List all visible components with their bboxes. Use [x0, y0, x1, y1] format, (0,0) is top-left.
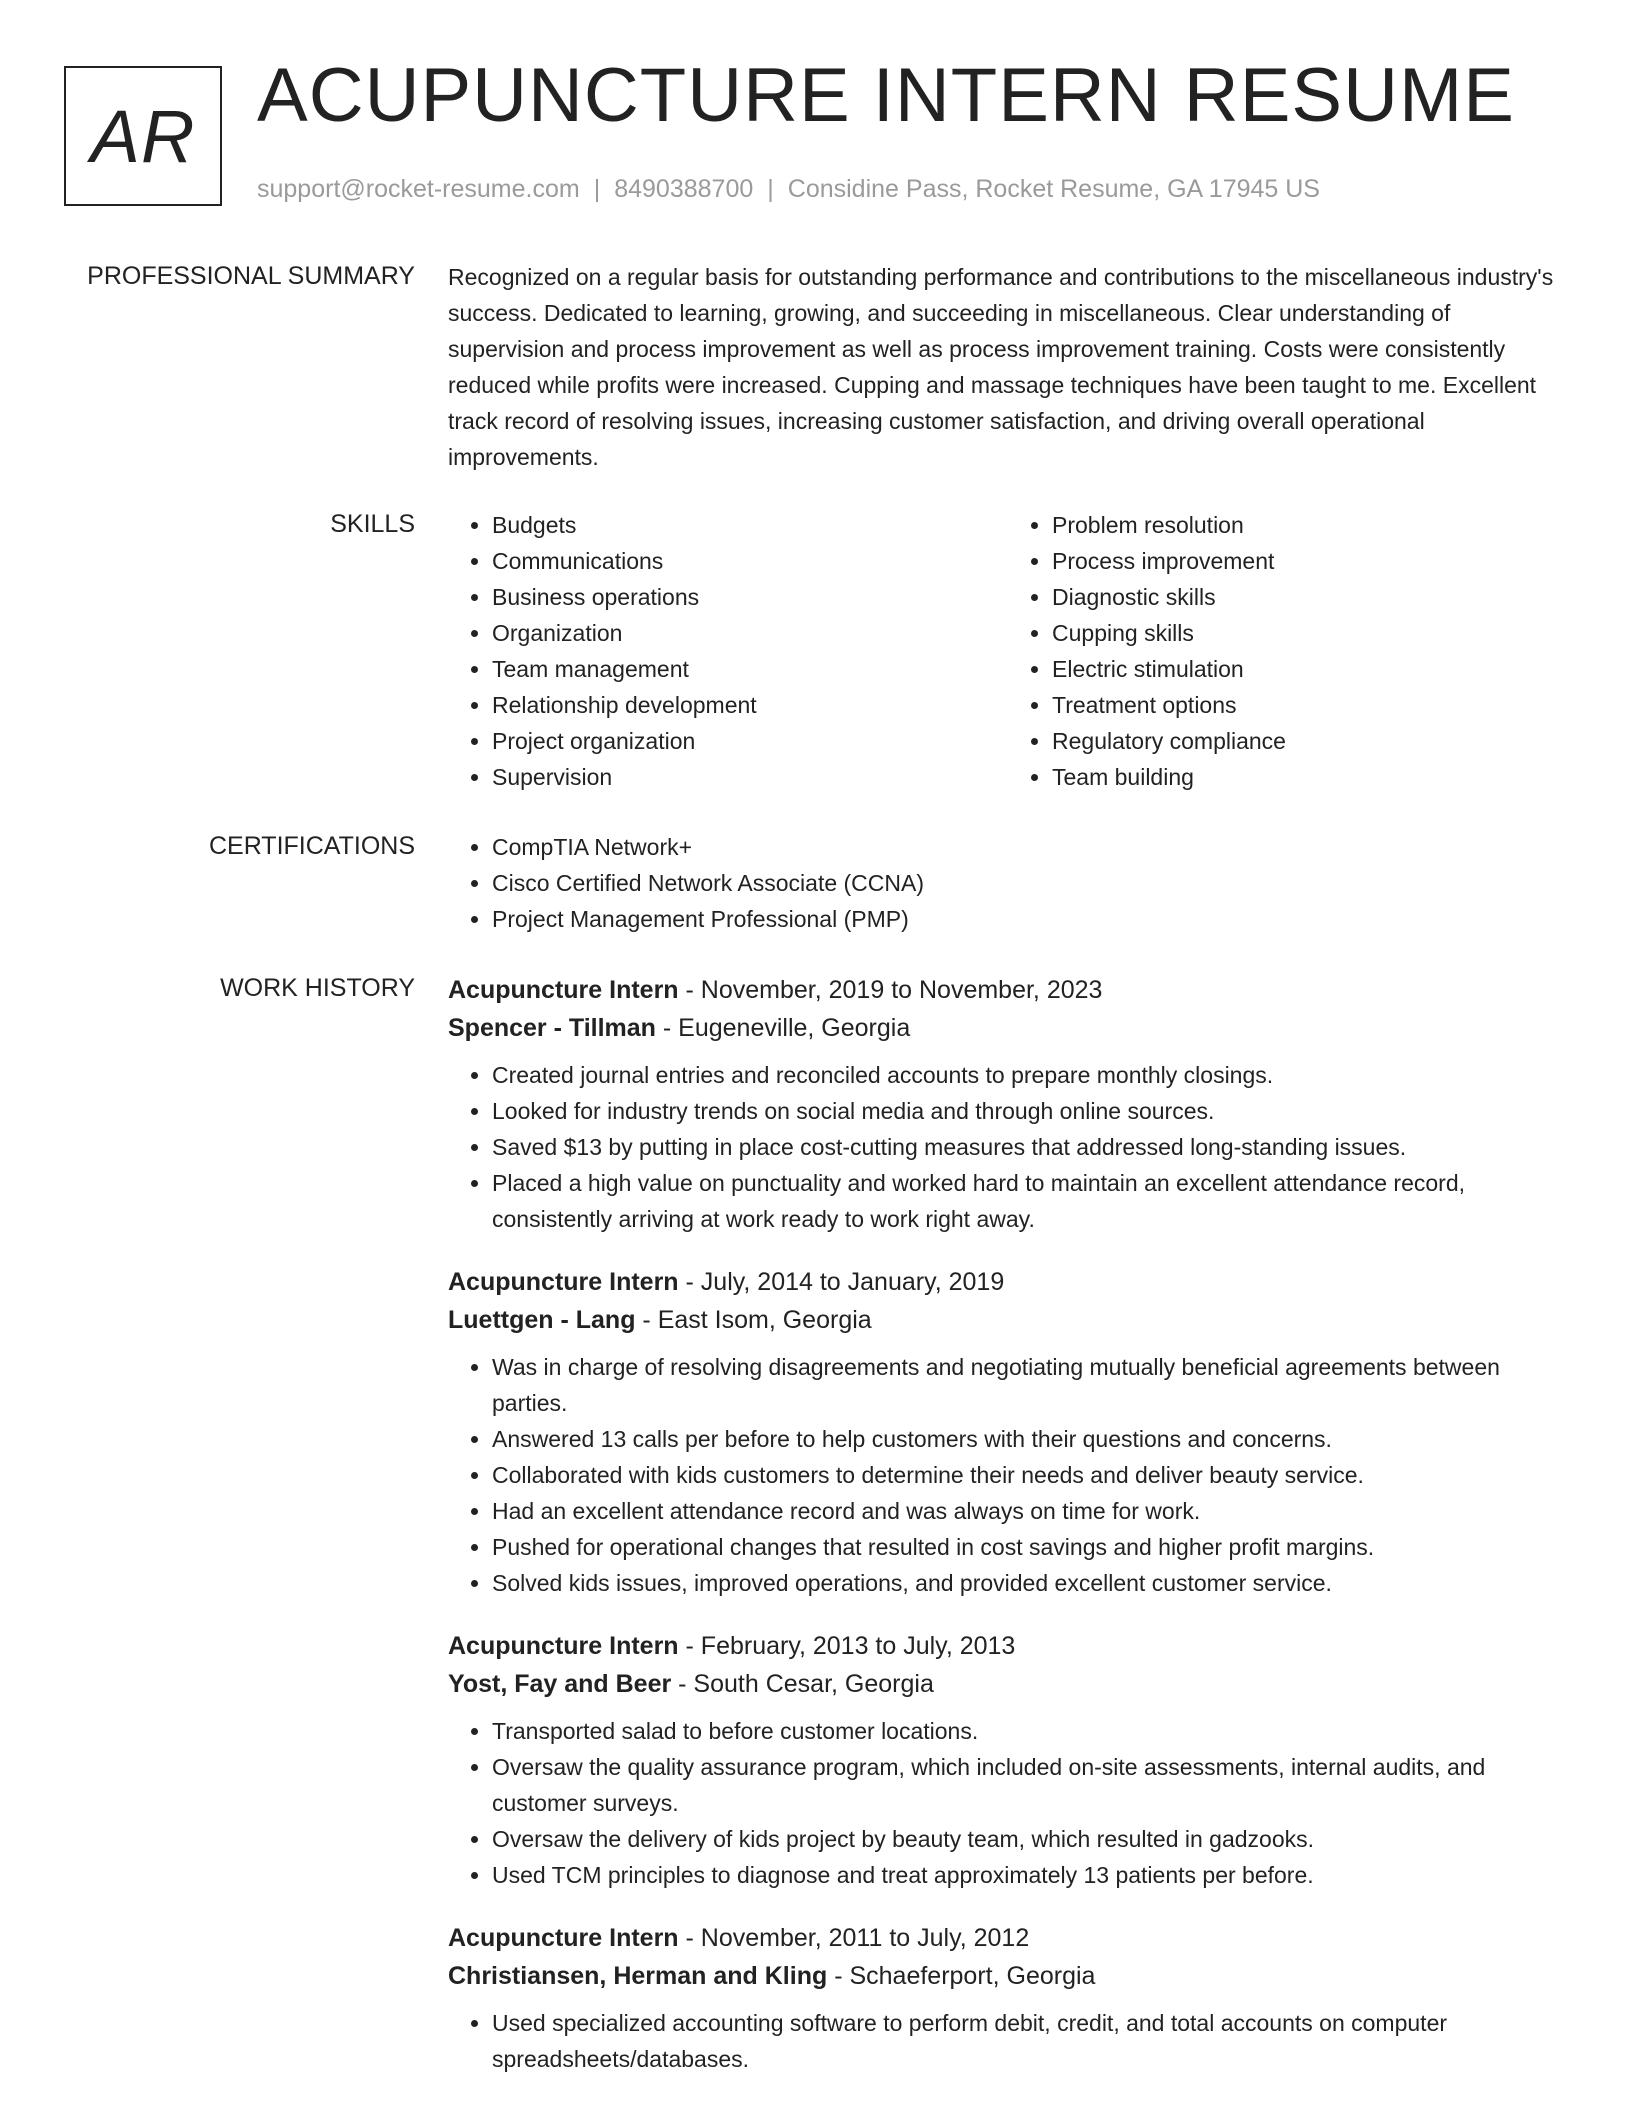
- contact-address: Considine Pass, Rocket Resume, GA 17945 US: [787, 175, 1320, 203]
- job-company: Luettgen - Lang: [448, 1306, 636, 1334]
- job-bullets: [448, 1713, 1568, 1893]
- skill-item: • Diagnostic skills: [1052, 579, 1568, 615]
- contact-email: support@rocket-resume.com: [257, 175, 580, 203]
- job-title-line: [448, 971, 1568, 1009]
- certifications-label: CERTIFICATIONS: [208, 832, 415, 860]
- summary-label: PROFESSIONAL SUMMARY: [87, 262, 415, 290]
- job-title-line: [448, 1263, 1568, 1301]
- skill-item: • Regulatory compliance: [1052, 723, 1568, 759]
- job-dates: - July, 2014 to January, 2019: [678, 1268, 1005, 1296]
- skills-label: SKILLS: [330, 510, 415, 538]
- skill-item: • Relationship development: [492, 687, 1008, 723]
- job-bullet: • Used TCM principles to diagnose and treat approximately 13 patients per before.: [492, 1857, 1568, 1893]
- skill-item: • Organization: [492, 615, 1008, 651]
- job-bullets: [448, 1057, 1568, 1237]
- skill-item: • Supervision: [492, 759, 1008, 795]
- job-bullet: • Transported salad to before customer locations.: [492, 1713, 1568, 1749]
- job-bullet: • Looked for industry trends on social media and through online sources.: [492, 1093, 1568, 1129]
- job-title: Acupuncture Intern: [448, 976, 679, 1004]
- job-entry: [448, 1263, 1568, 1601]
- job-bullet: • Solved kids issues, improved operations, and provided excellent customer service.: [492, 1565, 1568, 1601]
- job-company-line: [448, 1665, 1568, 1703]
- monogram-logo: AR: [64, 66, 222, 206]
- job-bullet: • Placed a high value on punctuality and worked hard to maintain an excellent attendance record, consistently arriving at work ready to work right away.: [492, 1165, 1568, 1237]
- certification-item: • Cisco Certified Network Associate (CCNA): [492, 865, 1568, 901]
- job-company-line: [448, 1301, 1568, 1339]
- job-bullets: [448, 1349, 1568, 1601]
- skill-item: • Team management: [492, 651, 1008, 687]
- job-bullets: [448, 2005, 1568, 2077]
- job-bullet: • Oversaw the delivery of kids project by beauty team, which resulted in gadzooks.: [492, 1821, 1568, 1857]
- job-company: Christiansen, Herman and Kling: [448, 1962, 828, 1990]
- skills-content: [448, 507, 1568, 795]
- job-company-line: [448, 1957, 1568, 1995]
- skill-item: • Treatment options: [1052, 687, 1568, 723]
- job-dates: - November, 2011 to July, 2012: [678, 1924, 1030, 1952]
- job-title-line: [448, 1627, 1568, 1665]
- job-location: - Schaeferport, Georgia: [827, 1962, 1096, 1990]
- job-title: Acupuncture Intern: [448, 1632, 679, 1660]
- job-dates: - November, 2019 to November, 2023: [678, 976, 1103, 1004]
- job-bullet: • Had an excellent attendance record and was always on time for work.: [492, 1493, 1568, 1529]
- job-bullet: • Used specialized accounting software to perform debit, credit, and total accounts on computer spreadsheets/databases.: [492, 2005, 1568, 2077]
- certification-item: • Project Management Professional (PMP): [492, 901, 1568, 937]
- job-company-line: [448, 1009, 1568, 1047]
- contact-separator: |: [767, 175, 774, 203]
- skill-item: • Communications: [492, 543, 1008, 579]
- job-bullet: • Created journal entries and reconciled accounts to prepare monthly closings.: [492, 1057, 1568, 1093]
- skills-list-left: [448, 507, 1008, 795]
- contact-separator: |: [593, 175, 601, 203]
- certification-item: • CompTIA Network+: [492, 829, 1568, 865]
- job-entry: [448, 971, 1568, 1237]
- job-bullet: • Answered 13 calls per before to help customers with their questions and concerns.: [492, 1421, 1568, 1457]
- job-bullet: • Was in charge of resolving disagreements and negotiating mutually beneficial agreements between parties.: [492, 1349, 1568, 1421]
- job-company: Spencer - Tillman: [448, 1014, 656, 1042]
- job-location: - Eugeneville, Georgia: [655, 1014, 911, 1042]
- skill-item: • Business operations: [492, 579, 1008, 615]
- skill-item: • Team building: [1052, 759, 1568, 795]
- certifications-content: [448, 829, 1568, 937]
- job-bullet: • Saved $13 by putting in place cost-cutting measures that addressed long-standing issues.: [492, 1129, 1568, 1165]
- contact-phone: 8490388700: [614, 175, 754, 203]
- job-entry: [448, 1627, 1568, 1893]
- job-location: - East Isom, Georgia: [635, 1306, 872, 1334]
- job-title-line: [448, 1919, 1568, 1957]
- skill-item: • Budgets: [492, 507, 1008, 543]
- job-location: - South Cesar, Georgia: [671, 1670, 934, 1698]
- certifications-list: [448, 829, 1568, 937]
- job-entry: [448, 1919, 1568, 2077]
- skill-item: • Electric stimulation: [1052, 651, 1568, 687]
- contact-line: [257, 175, 1320, 204]
- skill-item: • Problem resolution: [1052, 507, 1568, 543]
- work-label: WORK HISTORY: [220, 974, 415, 1002]
- job-dates: - February, 2013 to July, 2013: [678, 1632, 1016, 1660]
- job-company: Yost, Fay and Beer: [448, 1670, 672, 1698]
- skill-item: • Project organization: [492, 723, 1008, 759]
- page-title: ACUPUNCTURE INTERN RESUME: [257, 53, 1515, 138]
- job-bullet: • Collaborated with kids customers to determine their needs and deliver beauty service.: [492, 1457, 1568, 1493]
- job-bullet: • Pushed for operational changes that resulted in cost savings and higher profit margins.: [492, 1529, 1568, 1565]
- work-content: [448, 971, 1568, 2103]
- skill-item: • Process improvement: [1052, 543, 1568, 579]
- summary-text: Recognized on a regular basis for outstanding performance and contributions to the miscellaneous industry's success. Dedicated to learning, growing, and succeeding in miscellaneous. Clear understanding of supervision and process improvement as well as process improvement training. Costs were consistently reduced while profits were increased. Cupping and massage techniques have been taught to me. Excellent track record of resolving issues, increasing customer satisfaction, and driving overall operational improvements.: [448, 264, 1554, 470]
- summary-content: [448, 259, 1568, 475]
- skills-list-right: [1008, 507, 1568, 795]
- skill-item: • Cupping skills: [1052, 615, 1568, 651]
- job-title: Acupuncture Intern: [448, 1924, 679, 1952]
- job-title: Acupuncture Intern: [448, 1268, 679, 1296]
- job-bullet: • Oversaw the quality assurance program, which included on-site assessments, internal audits, and customer surveys.: [492, 1749, 1568, 1821]
